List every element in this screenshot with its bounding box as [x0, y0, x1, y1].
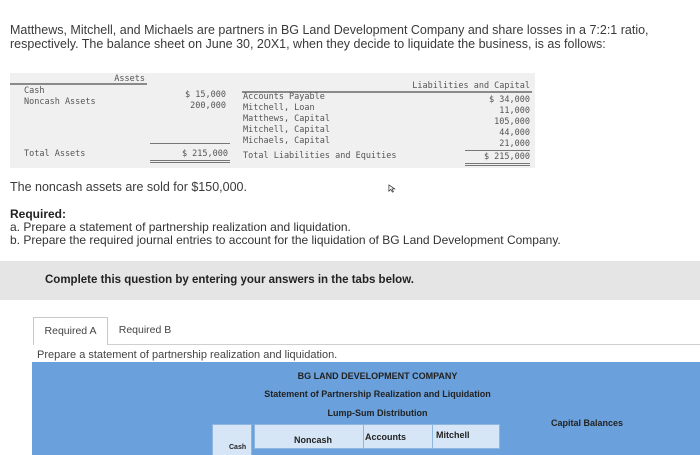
capital-balances-label: Capital Balances	[551, 418, 624, 428]
liab-value-loan: 11,000	[499, 106, 530, 116]
liab-label-ap: Accounts Payable	[243, 92, 325, 102]
mouse-cursor-icon	[388, 184, 397, 193]
liab-value-ap: $ 34,000	[489, 95, 530, 105]
liab-label-mitchell: Mitchell, Capital	[243, 125, 330, 135]
liabilities-header: Liabilities and Capital	[242, 81, 532, 93]
liab-total-double-rule	[465, 163, 530, 166]
col-cash-label: Cash	[229, 444, 247, 451]
assets-total-double-rule	[150, 160, 230, 163]
liab-label-michaels: Michaels, Capital	[243, 136, 330, 146]
instruction-banner	[0, 261, 700, 300]
assets-subtotal-rule	[150, 143, 230, 144]
statement-subtitle: Lump-Sum Distribution	[327, 408, 428, 418]
asset-value-noncash: 200,000	[190, 101, 226, 111]
statement-company: BG LAND DEVELOPMENT COMPANY	[297, 371, 458, 381]
required-section	[10, 208, 561, 247]
col-noncash-label: Noncash	[294, 435, 333, 445]
required-heading: Required:	[10, 207, 67, 221]
sale-statement: The noncash assets are sold for $150,000.	[10, 180, 247, 194]
asset-label-noncash: Noncash Assets	[24, 97, 96, 107]
liquidation-statement-form	[32, 362, 700, 455]
total-assets-label: Total Assets	[24, 149, 86, 159]
col-accounts-label: Accounts	[365, 432, 407, 442]
tab-bar	[33, 317, 700, 345]
asset-label-cash: Cash	[24, 86, 45, 96]
liab-value-michaels: 21,000	[499, 139, 530, 149]
balance-sheet	[10, 73, 535, 168]
liab-label-matthews: Matthews, Capital	[243, 114, 330, 124]
liab-value-matthews: 105,000	[494, 117, 530, 127]
asset-value-cash: $ 15,000	[185, 90, 226, 100]
tab-required-b[interactable]: Required B	[118, 324, 172, 336]
col-mitchell-label: Mitchell	[436, 430, 470, 440]
liab-subtotal-rule	[465, 150, 530, 151]
total-assets-value: $ 215,000	[181, 149, 228, 159]
required-item-a: a. Prepare a statement of partnership realization and liquidation.	[10, 220, 351, 234]
tab-prompt: Prepare a statement of partnership realization and liquidation.	[37, 349, 338, 361]
required-item-b: b. Prepare the required journal entries to account for the liquidation of BG Land Development Company.	[10, 233, 561, 247]
statement-title: Statement of Partnership Realization and Liquidation	[264, 389, 491, 399]
problem-intro: Matthews, Mitchell, and Michaels are partners in BG Land Development Company and share losses in a 7:2:1 ratio, respectively. The balance sheet on June 30, 20X1, when they decide to liquidate the business, is as follows:	[10, 23, 649, 51]
tab-required-a[interactable]: Required A	[33, 317, 108, 345]
total-liab-value: $ 215,000	[483, 152, 530, 162]
liab-label-loan: Mitchell, Loan	[243, 103, 315, 113]
total-liab-label: Total Liabilities and Equities	[243, 151, 397, 161]
assets-header: Assets	[10, 75, 147, 85]
liab-value-mitchell: 44,000	[499, 128, 530, 138]
instruction-text: Complete this question by entering your answers in the tabs below.	[45, 274, 414, 286]
